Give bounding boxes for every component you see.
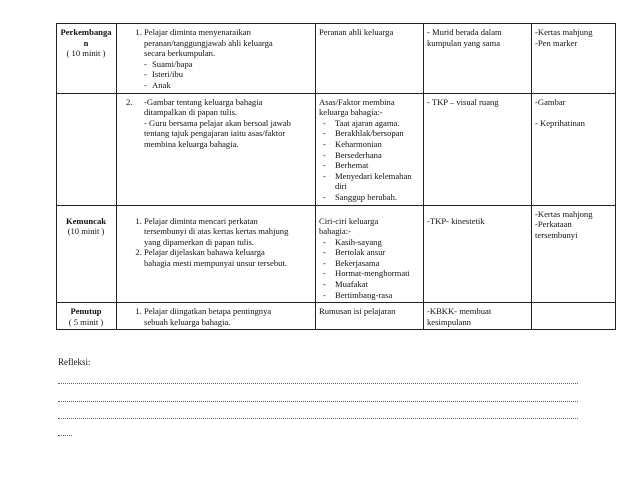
activity-steps <box>120 306 311 327</box>
values-cell: -TKP- kinestetik <box>424 205 532 303</box>
list-item: - Muafakat <box>319 279 419 290</box>
stage-cell <box>57 205 117 303</box>
stage-duration: ( 5 minit ) <box>68 316 104 327</box>
material-cell-empty <box>532 303 616 330</box>
material-cell: -Gambar - Keprihatinan <box>532 93 616 205</box>
values-cell: -KBKK- membuat kesimpulann <box>424 303 532 330</box>
lesson-plan-table <box>56 23 616 330</box>
table-row <box>57 24 616 94</box>
table-row <box>57 303 616 330</box>
list-item: - Berhemat <box>319 160 419 171</box>
list-item: - Bertolak ansur <box>319 247 419 258</box>
list-item: - Hormat-menghormati <box>319 268 419 279</box>
reflection-line <box>58 435 72 436</box>
content-cell: Asas/Faktor membina keluarga bahagia:- - Taat ajaran agama. - Berakhlak/bersopan - Keharmonian - Bersederhana - Berhemat - Menyedari kelemahan diri - Sanggup berubah. <box>316 93 424 205</box>
list-item: - Suami/bapa <box>144 59 311 70</box>
activity-steps <box>120 27 311 91</box>
activity-steps <box>120 216 311 269</box>
activity-step: 1. Pelajar diminta menyenaraikan peranan/tanggungjawab ahli keluarga secara berkumpulan. - Suami/bapa - Isteri/ibu - Anak <box>144 27 311 91</box>
table-row <box>57 93 616 205</box>
activity-cell <box>117 205 316 303</box>
list-item: - Bekerjasama <box>319 258 419 269</box>
stage-name-cont: n <box>83 37 89 48</box>
stage-cell-empty <box>57 93 117 205</box>
list-item: - Sanggup berubah. <box>319 192 419 203</box>
activity-step: 1. Pelajar diingatkan betapa pentingnya sebuah keluarga bahagia. <box>144 306 311 327</box>
stage-name: Penutup <box>70 306 102 317</box>
list-item: - Kasih-sayang <box>319 237 419 248</box>
list-item: - Bertimbang-rasa <box>319 290 419 301</box>
activity-cell <box>117 303 316 330</box>
reflection-line <box>58 401 578 402</box>
list-item: - Bersederhana <box>319 150 419 161</box>
content-cell: Ciri-ciri keluarga bahagia:- - Kasih-sayang - Bertolak ansur - Bekerjasama - Hormat-menghormati - Muafakat - Bertimbang-rasa <box>316 205 424 303</box>
activity-cell <box>117 24 316 94</box>
activity-step: 2. Pelajar dijelaskan bahawa keluarga bahagia mesti mempunyai unsur tersebut. <box>144 247 311 268</box>
reflection-label: Refleksi: <box>58 357 91 367</box>
stage-cell <box>57 24 117 94</box>
reflection-line <box>58 383 578 384</box>
list-item: - Menyedari kelemahan diri <box>319 171 419 192</box>
activity-cell: 2. -Gambar tentang keluarga bahagia ditampalkan di papan tulis. - Guru bersama pelajar akan bersoal jawab tentang tajuk pengajaran iaitu asas/faktor membina keluarga bahagia. <box>117 93 316 205</box>
stage-name: Kemuncak <box>65 215 107 226</box>
values-cell: - TKP – visual ruang <box>424 93 532 205</box>
list-item: - Isteri/ibu <box>144 69 311 80</box>
activity-step: 1. Pelajar diminta mencari perkatan tersembunyi di atas kertas kertas mahjung yang dipamerkan di papan tulis. <box>144 216 311 248</box>
content-list <box>319 237 419 301</box>
values-cell: - Murid berada dalam kumpulan yang sama <box>424 24 532 94</box>
material-cell: -Kertas mahjung -Pen marker <box>532 24 616 94</box>
stage-duration: ( 10 minit ) <box>66 48 106 59</box>
stage-name: Perkembanga <box>60 27 112 37</box>
content-cell: Peranan ahli keluarga <box>316 24 424 94</box>
stage-cell <box>57 303 117 330</box>
content-list <box>319 118 419 203</box>
list-item: - Keharmonian <box>319 139 419 150</box>
material-cell: -Kertas mahjong -Perkataan tersembunyi <box>532 205 616 303</box>
table-row <box>57 205 616 303</box>
list-item: - Anak <box>144 80 311 91</box>
content-cell: Rumusan isi pelajaran <box>316 303 424 330</box>
list-item: - Berakhlak/bersopan <box>319 128 419 139</box>
step-number: 2. <box>126 96 133 107</box>
activity-sublist <box>144 59 311 91</box>
reflection-line <box>58 418 578 419</box>
list-item: - Taat ajaran agama. <box>319 118 419 129</box>
stage-duration: (10 minit ) <box>67 226 105 237</box>
